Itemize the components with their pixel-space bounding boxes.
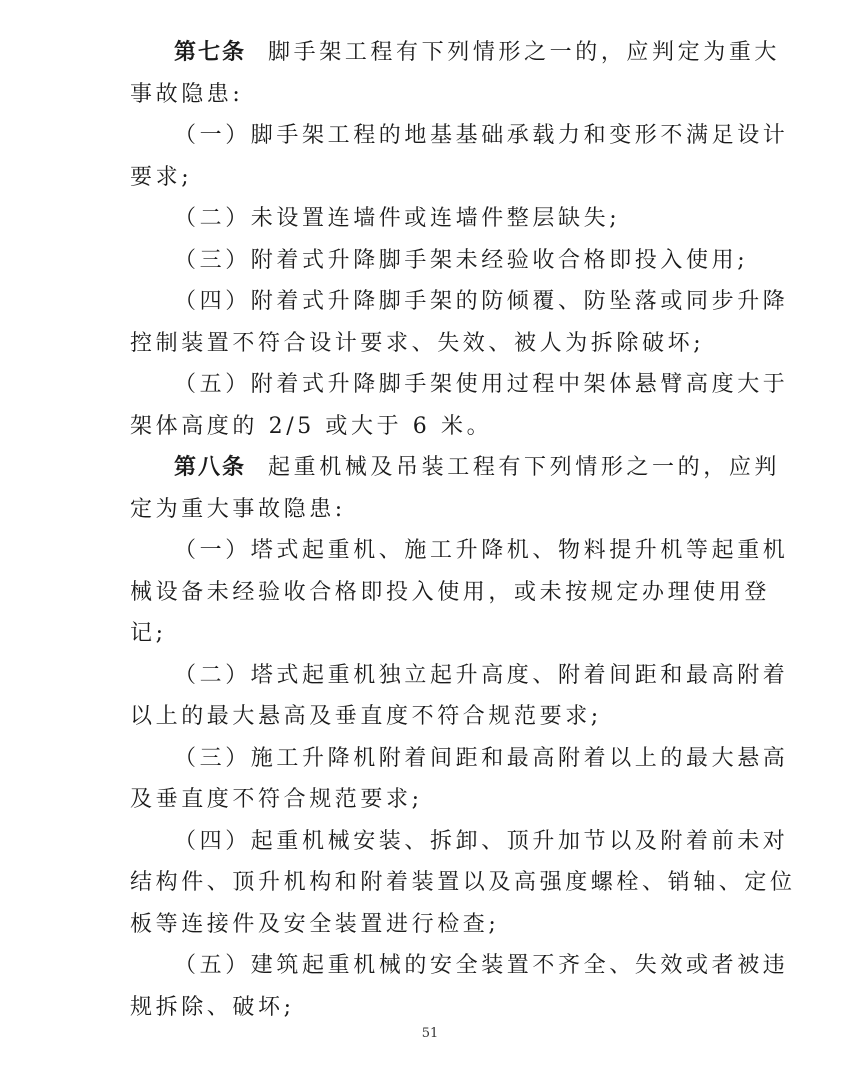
article-7-intro-text: 脚手架工程有下列情形之一的，应判定为重大 (268, 40, 781, 65)
article-7-item-4-line-2: 控制装置不符合设计要求、失效、被人为拆除破坏; (130, 330, 705, 356)
article-8-item-5-line-1: （五）建筑起重机械的安全装置不齐全、失效或者被违 (174, 953, 789, 978)
document-body (130, 32, 796, 1028)
article-8-item-3-line-1: （三）施工升降机附着间距和最高附着以上的最大悬高 (174, 745, 789, 771)
article-8-item-1-line-1: （一）塔式起重机、施工升降机、物料提升机等起重机 (174, 538, 789, 563)
article-7-item-3-line-1: （三）附着式升降脚手架未经验收合格即投入使用; (174, 247, 749, 273)
page-number: 51 (421, 1026, 439, 1041)
article-7-intro-line-1 (130, 32, 781, 74)
article-7-heading: 第七条 (174, 40, 247, 65)
article-7-item-4-line-1: （四）附着式升降脚手架的防倾覆、防坠落或同步升降 (174, 289, 789, 314)
article-8-intro-line-2: 定为重大事故隐患: (130, 496, 346, 522)
article-8-item-4-line-1: （四）起重机械安装、拆卸、顶升加节以及附着前未对 (174, 828, 789, 854)
article-8-item-1-line-2: 械设备未经验收合格即投入使用，或未按规定办理使用登 (130, 579, 771, 605)
article-8-item-3-line-2: 及垂直度不符合规范要求; (130, 787, 423, 812)
article-8-intro-text: 起重机械及吊装工程有下列情形之一的，应判 (268, 455, 781, 480)
article-8-item-5-line-2: 规拆除、破坏; (130, 994, 295, 1020)
article-7-item-5-line-1: （五）附着式升降脚手架使用过程中架体悬臂高度大于 (174, 372, 789, 397)
article-7-item-1-line-1: （一）脚手架工程的地基基础承载力和变形不满足设计 (174, 123, 789, 148)
article-8-item-4-line-2: 结构件、顶升机构和附着装置以及高强度螺栓、销轴、定位 (130, 870, 796, 895)
article-8-item-1-line-3: 记; (130, 621, 167, 646)
article-8-item-2-line-1: （二）塔式起重机独立起升高度、附着间距和最高附着 (174, 662, 789, 688)
article-7-item-1-line-2: 要求; (130, 164, 193, 190)
article-7-item-5-line-2: 架体高度的 2/5 或大于 6 米。 (130, 413, 493, 439)
article-7 (130, 32, 789, 447)
article-8 (130, 447, 796, 1028)
article-7-intro-line-2: 事故隐患: (130, 81, 244, 107)
article-8-item-2-line-2: 以上的最大悬高及垂直度不符合规范要求; (130, 704, 602, 729)
article-8-item-4-line-3: 板等连接件及安全装置进行检查; (130, 911, 500, 937)
article-7-item-2-line-1: （二）未设置连墙件或连墙件整层缺失; (174, 206, 621, 231)
article-8-intro-line-1 (130, 447, 781, 489)
article-8-heading: 第八条 (174, 455, 247, 480)
